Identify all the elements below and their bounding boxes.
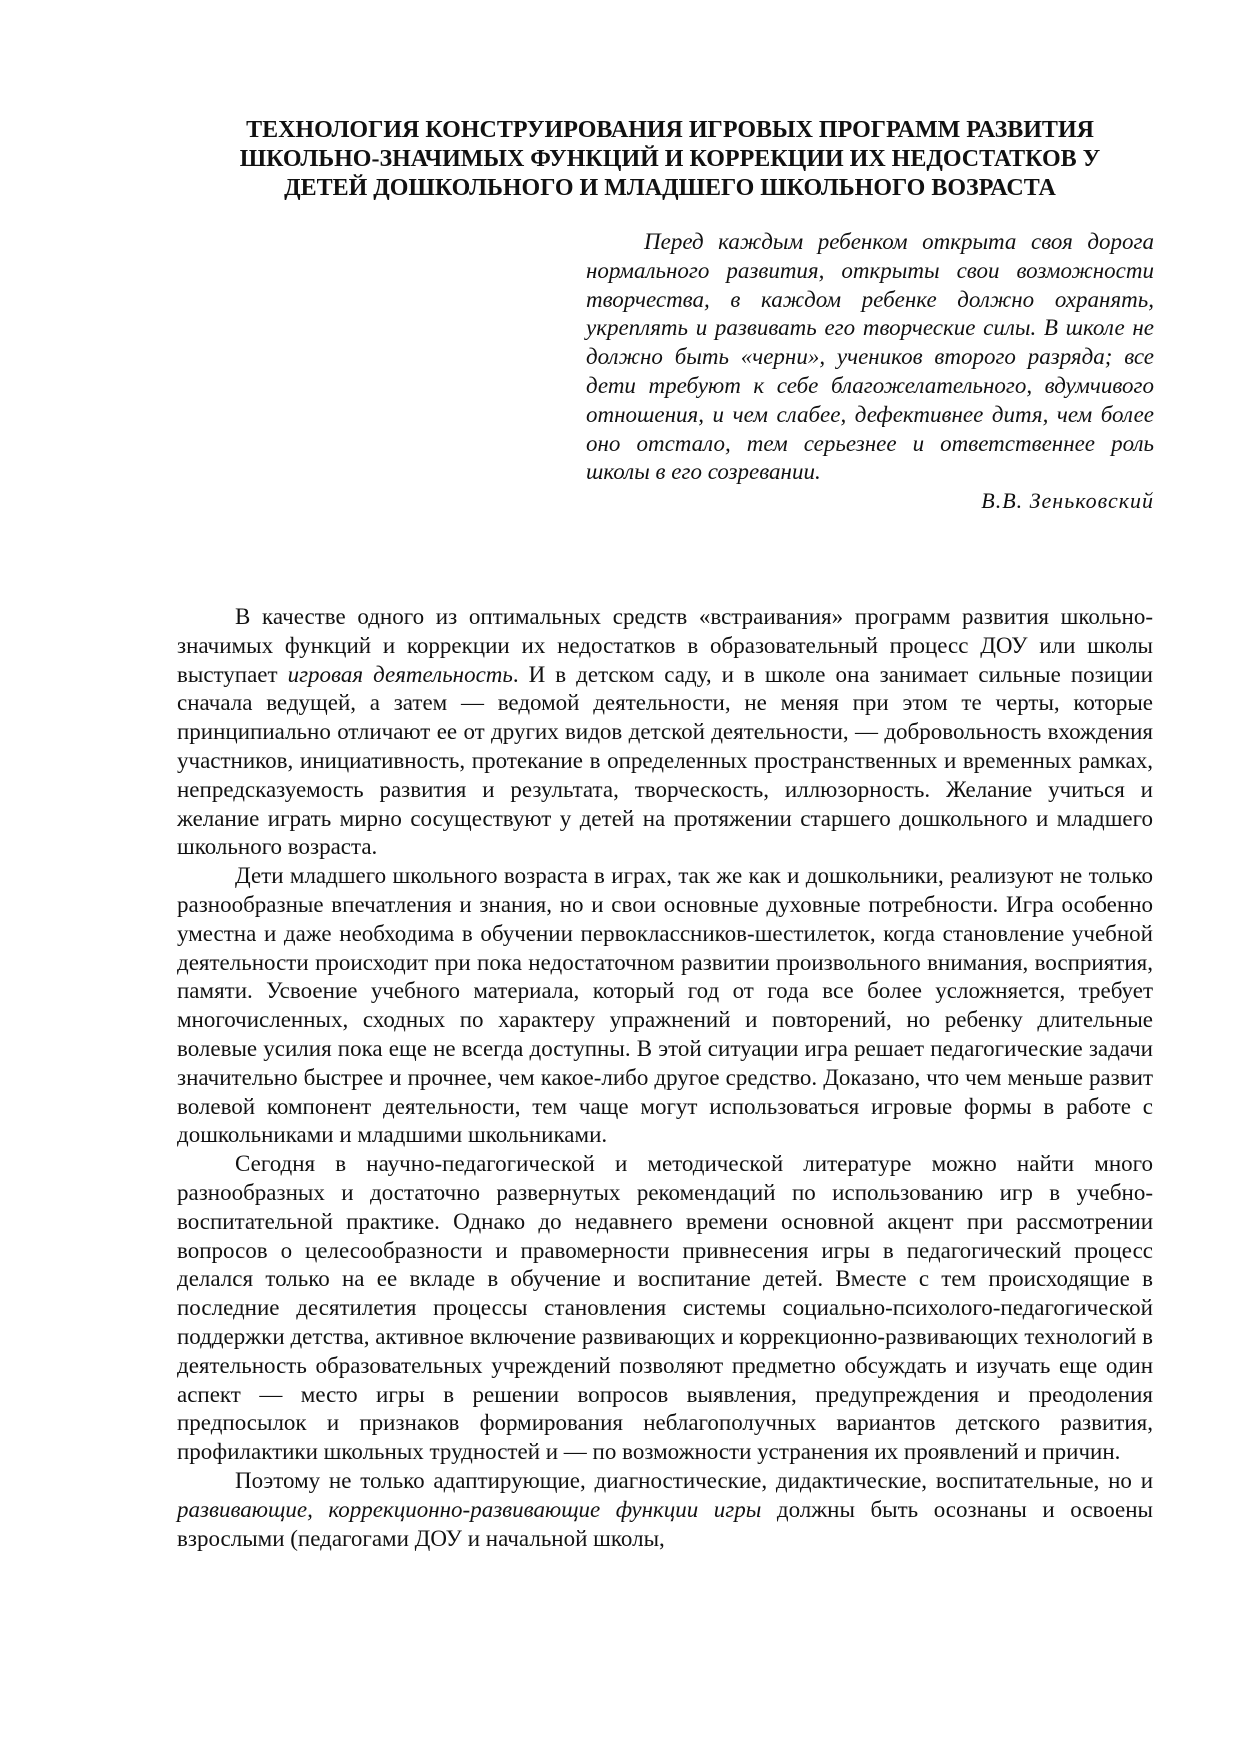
title-line: ТЕХНОЛОГИЯ КОНСТРУИРОВАНИЯ ИГРОВЫХ ПРОГРАММ РАЗВИТИЯ [246, 117, 1094, 143]
emphasis-text: игровая деятельность [287, 661, 513, 687]
body-text [177, 603, 1153, 1553]
paragraph-text: . И в детском саду, и в школе она занимает сильные позиции сначала ведущей, а затем — ведомой деятельности, не меняя при этом те черты, которые принципиально отличают ее от других видов детской деятельности, — добровольность вхождения участников, инициативность, протекание в определенных пространственных и временных рамках, непредсказуемость развития и результата, творческость, иллюзорность. Желание учиться и желание играть мирно сосуществуют у детей на протяжении старшего дошкольного и младшего школьного возраста. [177, 661, 1153, 860]
paragraph-text: В качестве одного из оптимальных средств «встраивания» программ развития школьно-значимых функций и коррекции их недостатков в образовательный процесс ДОУ или школы выступает [177, 604, 1153, 687]
title-line: ДЕТЕЙ ДОШКОЛЬНОГО И МЛАДШЕГО ШКОЛЬНОГО ВОЗРАСТА [284, 175, 1056, 201]
paragraph-4 [177, 1467, 1153, 1553]
document-title [180, 116, 1160, 203]
paragraph-2: Дети младшего школьного возраста в играх, так же как и дошкольники, реализуют не только разнообразные впечатления и знания, но и свои основные духовные потребности. Игра особенно уместна и даже необходима в обучении первоклассников-шестилеток, когда становление учебной деятельности происходит при пока недостаточном развитии произвольного внимания, восприятия, памяти. Усвоение учебного материала, который год от года все более усложняется, требует многочисленных, сходных по характеру упражнений и повторений, но ребенку длительные волевые усилия пока еще не всегда доступны. В этой ситуации игра решает педагогические задачи значительно быстрее и прочнее, чем какое-либо другое средство. Доказано, что чем меньше развит волевой компонент деятельности, тем чаще могут использоваться игровые формы в работе с дошкольниками и младшими школьниками. [177, 863, 1153, 1148]
epigraph [586, 228, 1154, 516]
paragraph-3: Сегодня в научно-педагогической и методической литературе можно найти много разнообразных и достаточно развернутых рекомендаций по использованию игр в учебно-воспитательной практике. Однако до недавнего времени основной акцент при рассмотрении вопросов о целесообразности и правомерности привнесения игры в педагогический процесс делался только на ее вкладе в обучение и воспитание детей. Вместе с тем происходящие в последние десятилетия процессы становления системы социально-психолого-педагогической поддержки детства, активное включение развивающих и коррекционно-развивающих технологий в деятельность образовательных учреждений позволяют предметно обсуждать и изучать еще один аспект — место игры в решении вопросов выявления, предупреждения и преодоления предпосылок и признаков формирования неблагополучных вариантов детского развития, профилактики школьных трудностей и — по возможности устранения их проявлений и причин. [177, 1151, 1153, 1465]
paragraph-text: должны быть осознаны и освоены взрослыми (педагогами ДОУ и начальной школы, [177, 1496, 1153, 1551]
paragraph-text: Поэтому не только адаптирующие, диагностические, дидактические, воспитательные, но и [235, 1467, 1153, 1493]
title-line: ШКОЛЬНО-ЗНАЧИМЫХ ФУНКЦИЙ И КОРРЕКЦИИ ИХ НЕДОСТАТКОВ У [239, 146, 1101, 172]
epigraph-author: В.В. Зеньковский [981, 488, 1154, 514]
emphasis-text: развивающие, коррекционно-развивающие функции игры [177, 1496, 762, 1522]
paragraph-1 [177, 603, 1153, 862]
epigraph-quote: Перед каждым ребенком открыта своя дорога нормального развития, открыты свои возможности творчества, в каждом ребенке должно охранять, укреплять и развивать его творческие силы. В школе не должно быть «черни», учеников второго разряда; все дети требуют к себе благожелательного, вдумчивого отношения, и чем слабее, дефективнее дитя, чем более оно отстало, тем серьезнее и ответственнее роль школы в его созревании. [586, 229, 1154, 485]
